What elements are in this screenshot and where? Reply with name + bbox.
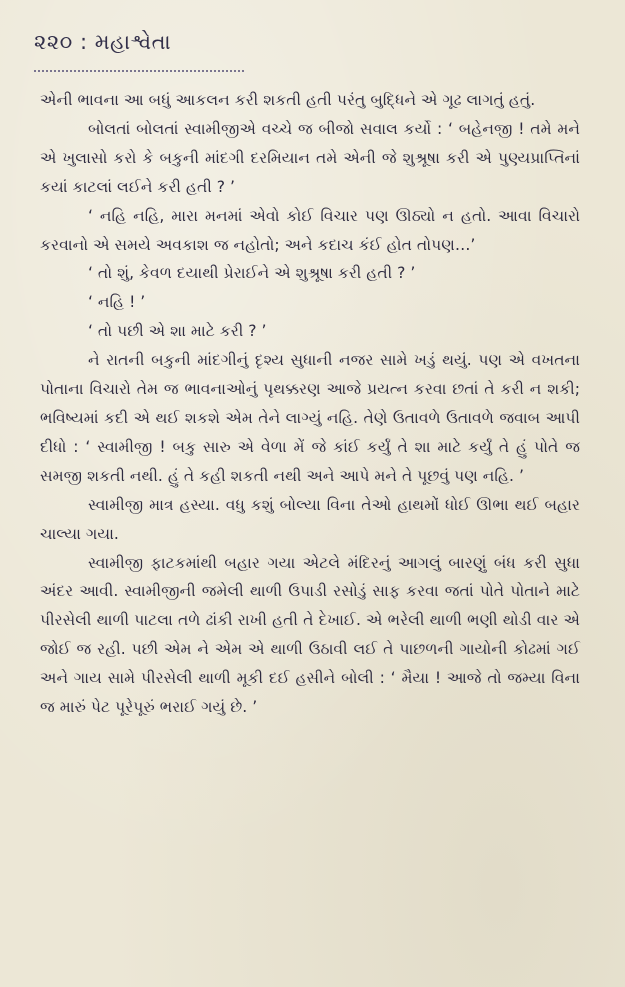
paragraph: બોલતાં બોલતાં સ્વામીજીએ વચ્ચે જ બીજો સવાલ કર્યો : ‘ બહેનજી ! તમે મને એ ખુલાસો કરો કે બકુની માંદગી દરમિયાન તમે એની જે શુશ્રૂષા કરી એ પુણ્યપ્રાપ્તિનાં કયાં કાટલાં લઈને કરી હતી ? ’ [40, 119, 580, 196]
paragraph: ‘ નહિ નહિ, મારા મનમાં એવો કોઈ વિચાર પણ ઊઠ્યો ન હતો. આવા વિચારો કરવાનો એ સમયે અવકાશ જ નહોતો; અને કદાચ કંઈ હોત તોપણ…’ [40, 206, 580, 254]
paragraph: સ્વામીજી ફાટકમાંથી બહાર ગયા એટલે મંદિરનું આગલું બારણું બંધ કરી સુધા અંદર આવી. સ્વામીજીની જમેલી થાળી ઉપાડી રસોડું સાફ કરવા જતાં પોતે પોતાને માટે પીરસેલી થાળી પાટલા તળે ઢાંકી રાખી હતી તે દેખાઈ. એ ભરેલી થાળી ભણી થોડી વાર એ જોઈ જ રહી. પછી એમ ને એમ એ થાળી ઉઠાવી લઈ તે પાછળની ગાયોની કોઢમાં ગઈ અને ગાય સામે પીરસેલી થાળી મૂકી દઈ હસીને બોલી : ‘ મૈયા ! આજે તો જમ્યા વિના જ મારું પેટ પૂરેપૂરું ભરાઈ ગયું છે. ’ [40, 553, 580, 717]
paragraph: ને રાતની બકુની માંદગીનું દૃશ્ય સુધાની નજર સામે ખડું થયું. પણ એ વખતના પોતાના વિચારો તેમ જ ભાવનાઓનું પૃથક્કરણ આજે પ્રયત્ન કરવા છતાં તે કરી ન શકી; ભવિષ્યમાં કદી એ થઈ શકશે એમ તેને લાગ્યું નહિ. તેણે ઉતાવળે ઉતાવળે જવાબ આપી દીધો : ‘ સ્વામીજી ! બકુ સારુ એ વેળા મેં જે કાંઈ કર્યું તે શા માટે કર્યું તે હું પોતે જ સમજી શકતી નથી. હું તે કહી શકતી નથી અને આપે મને તે પૂછવું પણ નહિ. ’ [40, 351, 580, 485]
dialogue-line: ‘ તો પછી એ શા માટે કરી ? ’ [88, 322, 267, 341]
paragraph: સ્વામીજી માત્ર હસ્યા. વધુ કશું બોલ્યા વિના તેઓ હાથમોં ધોઈ ઊભા થઈ બહાર ચાલ્યા ગયા. [40, 495, 580, 543]
page-body [40, 86, 580, 722]
paragraph: એની ભાવના આ બધું આકલન કરી શકતી હતી પરંતુ બુદ્ધિને એ ગૂઢ લાગતું હતું. [40, 91, 536, 109]
dialogue-line: ‘ નહિ ! ’ [88, 293, 146, 312]
header-divider [34, 66, 244, 72]
dialogue-line: ‘ તો શું, કેવળ દયાથી પ્રેરાઈને એ શુશ્રૂષા કરી હતી ? ’ [88, 264, 416, 283]
page-header: ૨૨૦ : મહાશ્વેતા [34, 30, 172, 54]
